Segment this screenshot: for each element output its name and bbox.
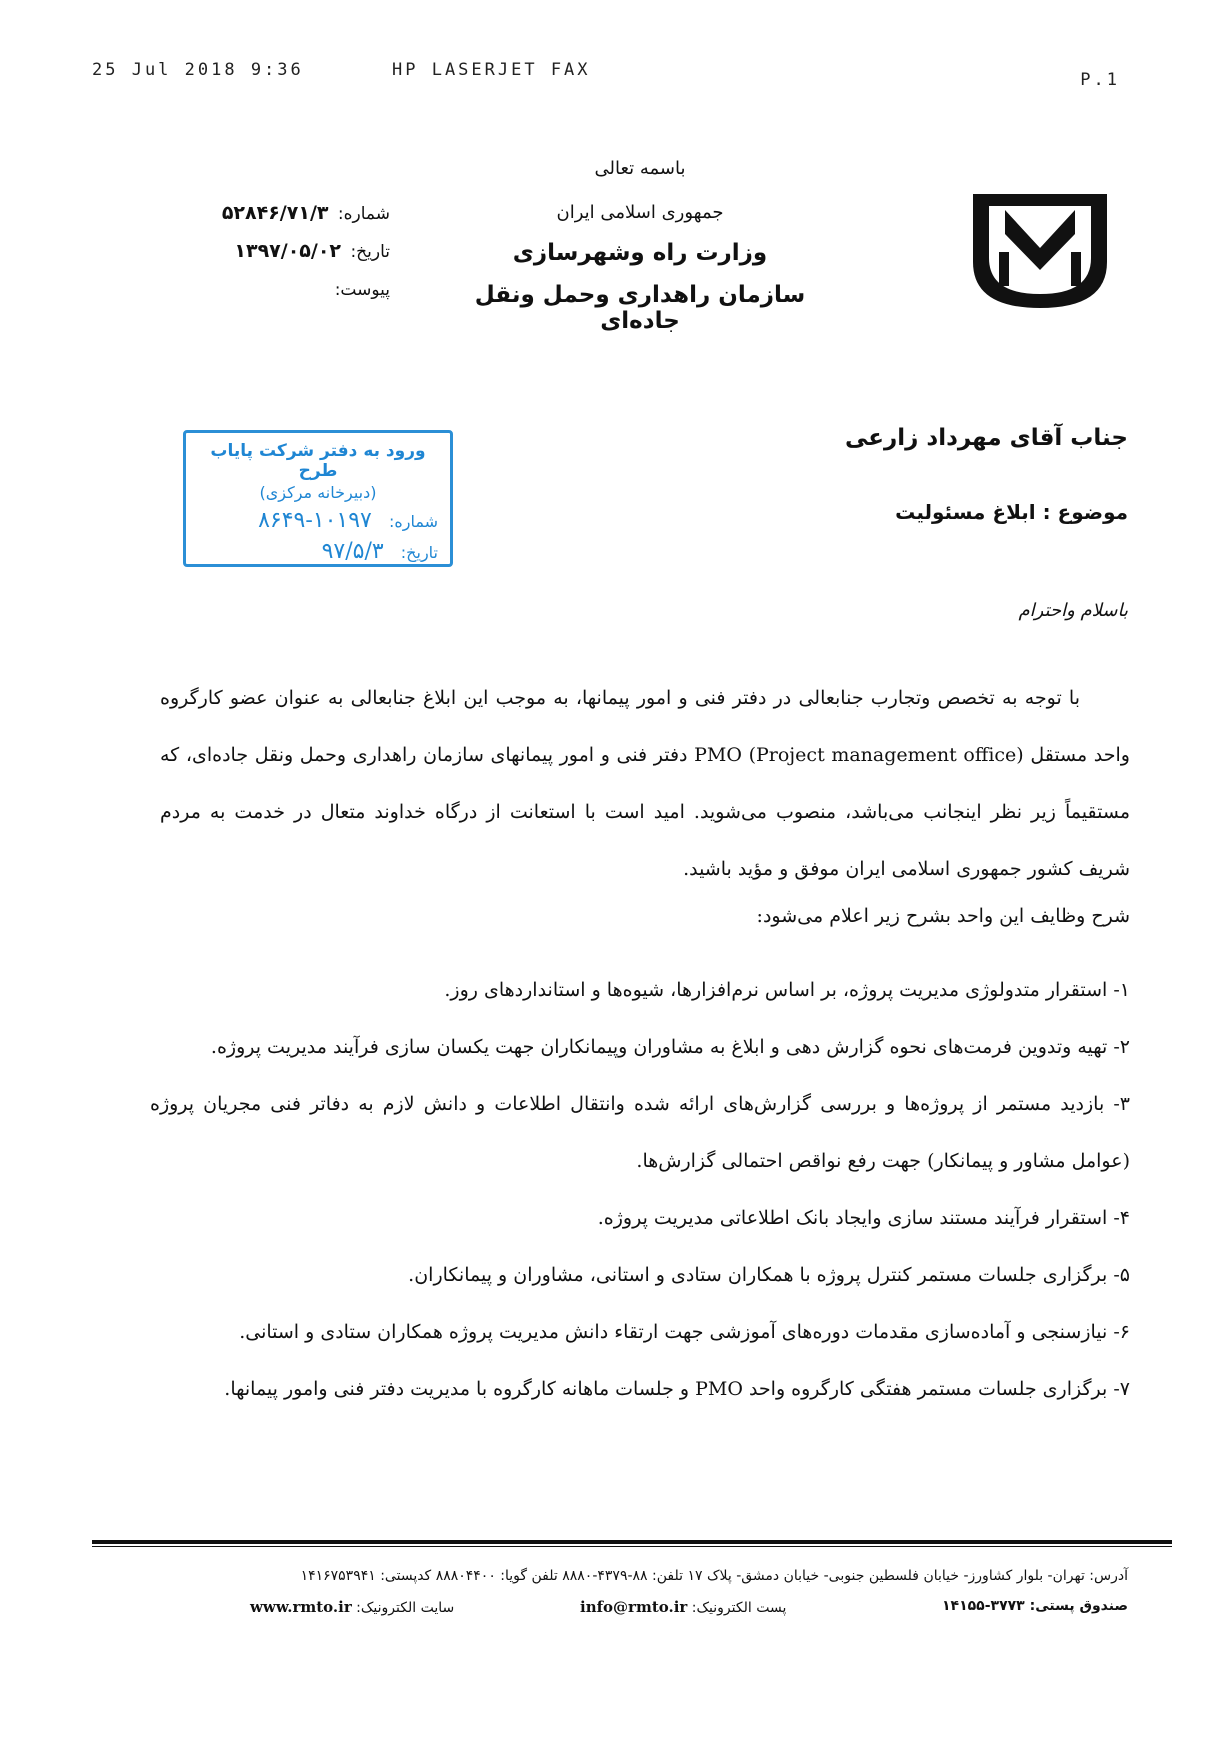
ministry-logo-icon [965,190,1115,312]
footer-website [250,1598,454,1616]
subject-line: موضوع : ابلاغ مسئولیت [895,500,1128,524]
duty-item: ۶- نیازسنجی و آماده‌سازی مقدمات دوره‌های آموزشی جهت ارتقاء دانش مدیریت پروژه همکاران ستادی و استانی. [239,1321,1130,1343]
letter-date-label: تاریخ: [350,242,390,262]
stamp-title: ورود به دفتر شرکت پایاب طرح [210,441,426,481]
organization-name: سازمان راهداری وحمل ونقل جاده‌ای [474,282,806,334]
duties-intro: شرح وظایف این واحد بشرح زیر اعلام می‌شود: [756,905,1130,927]
body-paragraph: با توجه به تخصص وتجارب جنابعالی در دفتر فنی و امور پیمانها، به موجب این ابلاغ جنابعالی به عنوان عضو کارگروه واحد مستقل PMO (Project management office) دفتر فنی و امور پیمانهای سازمان راهداری وحمل ونقل جاده‌ای، که مستقیماً زیر نظر اینجانب می‌باشد، منصوب می‌شوید. امید است با استعانت از درگاه خداوند متعال در خدمت به مردم شریف کشور جمهوری اسلامی ایران موفق و مؤید باشید. [160,687,1130,880]
letter-date [190,240,390,262]
footer-divider-thin [92,1546,1172,1547]
duty-item: ۵- برگزاری جلسات مستمر کنترل پروژه با همکاران ستادی و استانی، مشاوران و پیمانکاران. [408,1264,1130,1286]
fax-device: HP LASERJET FAX [392,60,591,80]
duty-item: ۳- بازدید مستمر از پروژه‌ها و بررسی گزارش‌های ارائه شده وانتقال اطلاعات و دانش لازم به دفاتر فنی مجریان پروژه (عوامل مشاور و پیمانکار) جهت رفع نواقص احتمالی گزارش‌ها. [150,1093,1130,1172]
fax-datetime: 25 Jul 2018 9:36 [92,60,304,80]
footer-email-value[interactable]: info@rmto.ir [580,1598,688,1616]
fax-page-number: P.1 [1080,70,1120,90]
footer-po-box: صندوق پستی: ۳۷۷۳-۱۴۱۵۵ [941,1598,1128,1614]
bismillah-heading: باسمه تعالی [594,158,686,179]
footer-website-label: سایت الکترونیک: [356,1600,455,1616]
stamp-date-label: تاریخ: [400,543,438,562]
footer-website-value[interactable]: www.rmto.ir [250,1598,352,1616]
ministry-name: وزارت راه وشهرسازی [512,240,768,266]
letter-attachment [190,280,390,300]
stamp-number-value: ۱۰۱۹۷-۸۶۴۹ [258,508,372,533]
footer-address: آدرس: تهران- بلوار کشاورز- خیابان فلسطین جنوبی- خیابان دمشق- پلاک ۱۷ تلفن: ۸۸-۴۳۷۹-۸۸۸۰ تلفن گویا: ۸۸۸۰۴۴۰۰ کدپستی: ۱۴۱۶۷۵۳۹۴۱ [300,1568,1128,1584]
duties-list [150,962,1130,1418]
stamp-number-label: شماره: [388,512,438,531]
stamp-subtitle: (دبیرخانه مرکزی) [259,483,377,502]
receipt-stamp [183,430,453,567]
greeting: باسلام واحترام [1018,600,1128,621]
footer-email [580,1598,786,1616]
duty-item: ۲- تهیه وتدوین فرمت‌های نحوه گزارش دهی و ابلاغ به مشاوران وپیمانکاران جهت یکسان سازی فرآیند مدیریت پروژه. [210,1036,1130,1058]
addressee: جناب آقای مهرداد زارعی [845,425,1128,451]
letter-number-value: ۵۲۸۴۶/۷۱/۳ [221,202,329,224]
duty-item: ۷- برگزاری جلسات مستمر هفتگی کارگروه واحد PMO و جلسات ماهانه کارگروه با مدیریت دفتر فنی وامور پیمانها. [224,1378,1130,1400]
footer-email-label: پست الکترونیک: [691,1600,787,1616]
letter-number [190,202,390,224]
stamp-date-row [198,539,438,564]
letter-number-label: شماره: [337,204,390,224]
attachment-label: پیوست: [334,280,390,300]
letter-date-value: ۱۳۹۷/۰۵/۰۲ [234,240,342,262]
duty-item: ۴- استقرار فرآیند مستند سازی وایجاد بانک اطلاعاتی مدیریت پروژه. [597,1207,1130,1229]
stamp-date-value: ۹۷/۵/۳ [321,539,384,564]
duty-item: ۱- استقرار متدولوژی مدیریت پروژه، بر اساس نرم‌افزارها، شیوه‌ها و استانداردهای روز. [444,979,1130,1001]
stamp-number-row [198,508,438,533]
country-name: جمهوری اسلامی ایران [556,202,724,223]
footer-divider [92,1540,1172,1544]
